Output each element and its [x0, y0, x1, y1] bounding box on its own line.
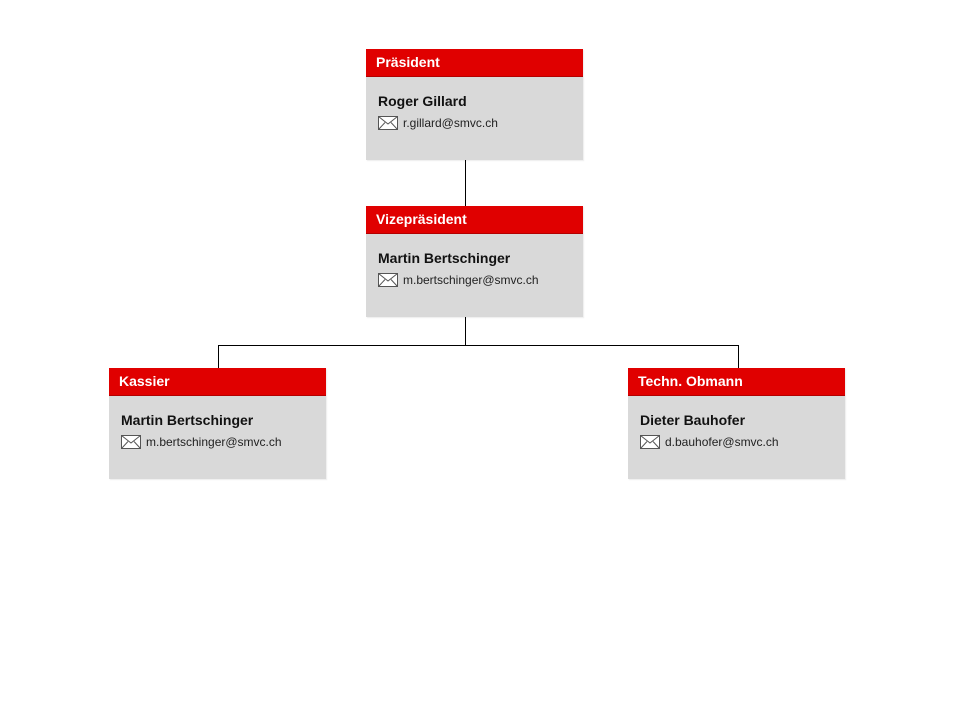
vice-president-email[interactable]: m.bertschinger@smvc.ch [403, 273, 539, 287]
vice-president-email-row [378, 272, 539, 288]
connector-president-vice [465, 160, 466, 206]
mail-icon [640, 435, 660, 449]
president-name: Roger Gillard [378, 93, 467, 109]
president-email[interactable]: r.gillard@smvc.ch [403, 116, 498, 130]
vice-president-name: Martin Bertschinger [378, 250, 511, 266]
connector-vice-down [465, 317, 466, 346]
tech-lead-email-row [640, 434, 779, 450]
treasurer-name: Martin Bertschinger [121, 412, 254, 428]
mail-icon [121, 435, 141, 449]
treasurer-email-row [121, 434, 282, 450]
tech-lead-name: Dieter Bauhofer [640, 412, 746, 428]
treasurer-role: Kassier [109, 368, 326, 396]
connector-to-kassier [218, 345, 219, 369]
tech-lead-role: Techn. Obmann [628, 368, 845, 396]
mail-icon [378, 273, 398, 287]
tech-lead-email[interactable]: d.bauhofer@smvc.ch [665, 435, 779, 449]
tech-lead-card [628, 368, 845, 479]
president-role: Präsident [366, 49, 583, 77]
vice-president-role: Vizepräsident [366, 206, 583, 234]
president-card [366, 49, 583, 160]
president-email-row [378, 115, 498, 131]
vice-president-card [366, 206, 583, 317]
mail-icon [378, 116, 398, 130]
connector-horizontal [218, 345, 739, 346]
treasurer-email[interactable]: m.bertschinger@smvc.ch [146, 435, 282, 449]
treasurer-card [109, 368, 326, 479]
connector-to-obmann [738, 345, 739, 369]
